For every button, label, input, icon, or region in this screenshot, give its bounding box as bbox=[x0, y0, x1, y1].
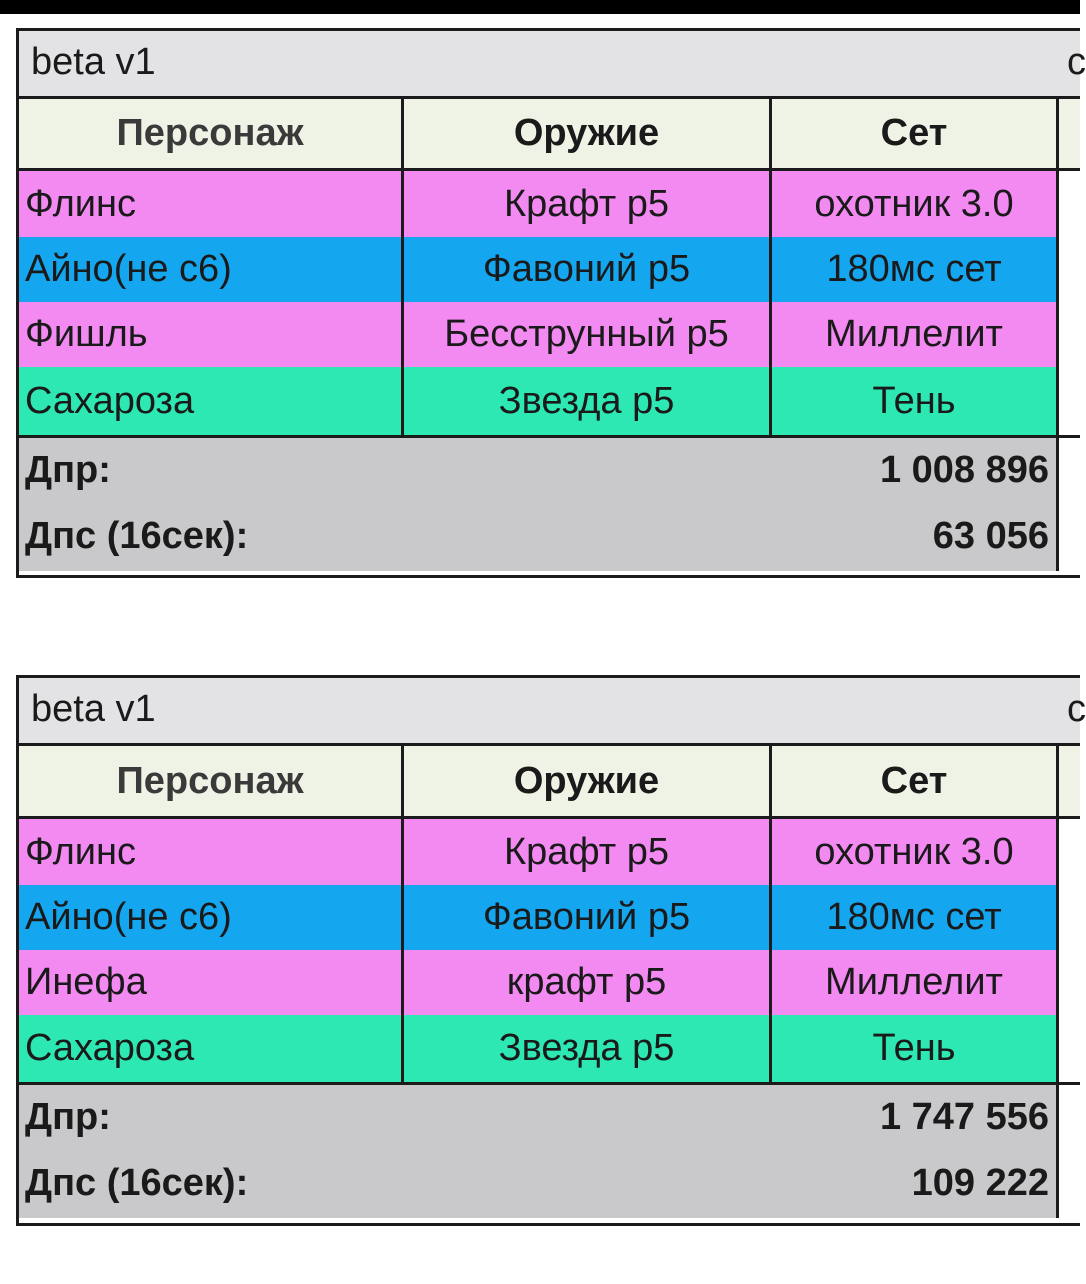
dps-value: 63 056 bbox=[932, 514, 1049, 557]
table-title: beta v1 bbox=[31, 41, 156, 83]
header-clipped-column bbox=[1059, 746, 1080, 816]
weapon-cell: Звезда р5 bbox=[404, 367, 772, 435]
table-row bbox=[19, 171, 1080, 237]
table-header-row bbox=[19, 99, 1080, 171]
header-weapon: Оружие bbox=[404, 746, 772, 816]
dpr-value: 1 747 556 bbox=[879, 1095, 1049, 1138]
table-title-clipped: c bbox=[1067, 688, 1086, 730]
weapon-cell: Крафт р5 bbox=[404, 819, 772, 885]
weapon-cell: Бесструнный р5 bbox=[404, 302, 772, 367]
summary-block bbox=[19, 1082, 1080, 1218]
weapon-cell: крафт р5 bbox=[404, 950, 772, 1015]
clipped-cell bbox=[1059, 885, 1080, 950]
header-character: Персонаж bbox=[19, 746, 404, 816]
set-cell: Тень bbox=[772, 1015, 1059, 1082]
character-cell: Инефа bbox=[19, 950, 404, 1015]
table-header-row bbox=[19, 746, 1080, 819]
clipped-cell bbox=[1059, 302, 1080, 367]
character-cell: Фишль bbox=[19, 302, 404, 367]
dpr-label: Дпр: bbox=[25, 448, 111, 491]
weapon-cell: Фавоний р5 bbox=[404, 237, 772, 302]
character-cell: Сахароза bbox=[19, 367, 404, 435]
character-cell: Айно(не с6) bbox=[19, 237, 404, 302]
table-row bbox=[19, 1015, 1080, 1082]
character-cell: Айно(не с6) bbox=[19, 885, 404, 950]
dps-label: Дпс (16сек): bbox=[25, 514, 249, 557]
table-row bbox=[19, 237, 1080, 302]
dps-value: 109 222 bbox=[911, 1161, 1049, 1204]
clipped-cell bbox=[1059, 950, 1080, 1015]
set-cell: Миллелит bbox=[772, 302, 1059, 367]
header-set: Сет bbox=[772, 99, 1059, 168]
team-table-1 bbox=[16, 28, 1086, 578]
set-cell: Тень bbox=[772, 367, 1059, 435]
weapon-cell: Фавоний р5 bbox=[404, 885, 772, 950]
clipped-cell bbox=[1059, 237, 1080, 302]
summary-row-dpr bbox=[19, 1085, 1059, 1149]
header-character: Персонаж bbox=[19, 99, 404, 168]
weapon-cell: Звезда р5 bbox=[404, 1015, 772, 1082]
set-cell: 180мс сет bbox=[772, 885, 1059, 950]
dpr-label: Дпр: bbox=[25, 1095, 111, 1138]
summary-clipped-column bbox=[1059, 438, 1080, 571]
clipped-cell bbox=[1059, 367, 1080, 435]
summary-row-dpr bbox=[19, 438, 1059, 502]
table-row bbox=[19, 302, 1080, 367]
top-status-bar bbox=[0, 0, 1080, 14]
dps-label: Дпс (16сек): bbox=[25, 1161, 249, 1204]
table-row bbox=[19, 885, 1080, 950]
character-cell: Флинс bbox=[19, 819, 404, 885]
table-row bbox=[19, 950, 1080, 1015]
table-title-row bbox=[19, 31, 1086, 99]
character-cell: Флинс bbox=[19, 171, 404, 237]
team-table-2 bbox=[16, 675, 1086, 1226]
header-clipped-column bbox=[1059, 99, 1080, 168]
set-cell: Миллелит bbox=[772, 950, 1059, 1015]
summary-block bbox=[19, 435, 1080, 571]
set-cell: 180мс сет bbox=[772, 237, 1059, 302]
summary-row-dps bbox=[19, 1151, 1059, 1215]
summary-clipped-column bbox=[1059, 1085, 1080, 1218]
summary-row-dps bbox=[19, 504, 1059, 568]
table-title-clipped: c bbox=[1067, 41, 1086, 83]
table-row bbox=[19, 819, 1080, 885]
clipped-cell bbox=[1059, 1015, 1080, 1082]
header-weapon: Оружие bbox=[404, 99, 772, 168]
table-title-row bbox=[19, 678, 1086, 746]
set-cell: охотник 3.0 bbox=[772, 171, 1059, 237]
dpr-value: 1 008 896 bbox=[879, 448, 1049, 491]
clipped-cell bbox=[1059, 819, 1080, 885]
set-cell: охотник 3.0 bbox=[772, 819, 1059, 885]
clipped-cell bbox=[1059, 171, 1080, 237]
table-title: beta v1 bbox=[31, 688, 156, 730]
character-cell: Сахароза bbox=[19, 1015, 404, 1082]
table-row bbox=[19, 367, 1080, 435]
header-set: Сет bbox=[772, 746, 1059, 816]
weapon-cell: Крафт р5 bbox=[404, 171, 772, 237]
